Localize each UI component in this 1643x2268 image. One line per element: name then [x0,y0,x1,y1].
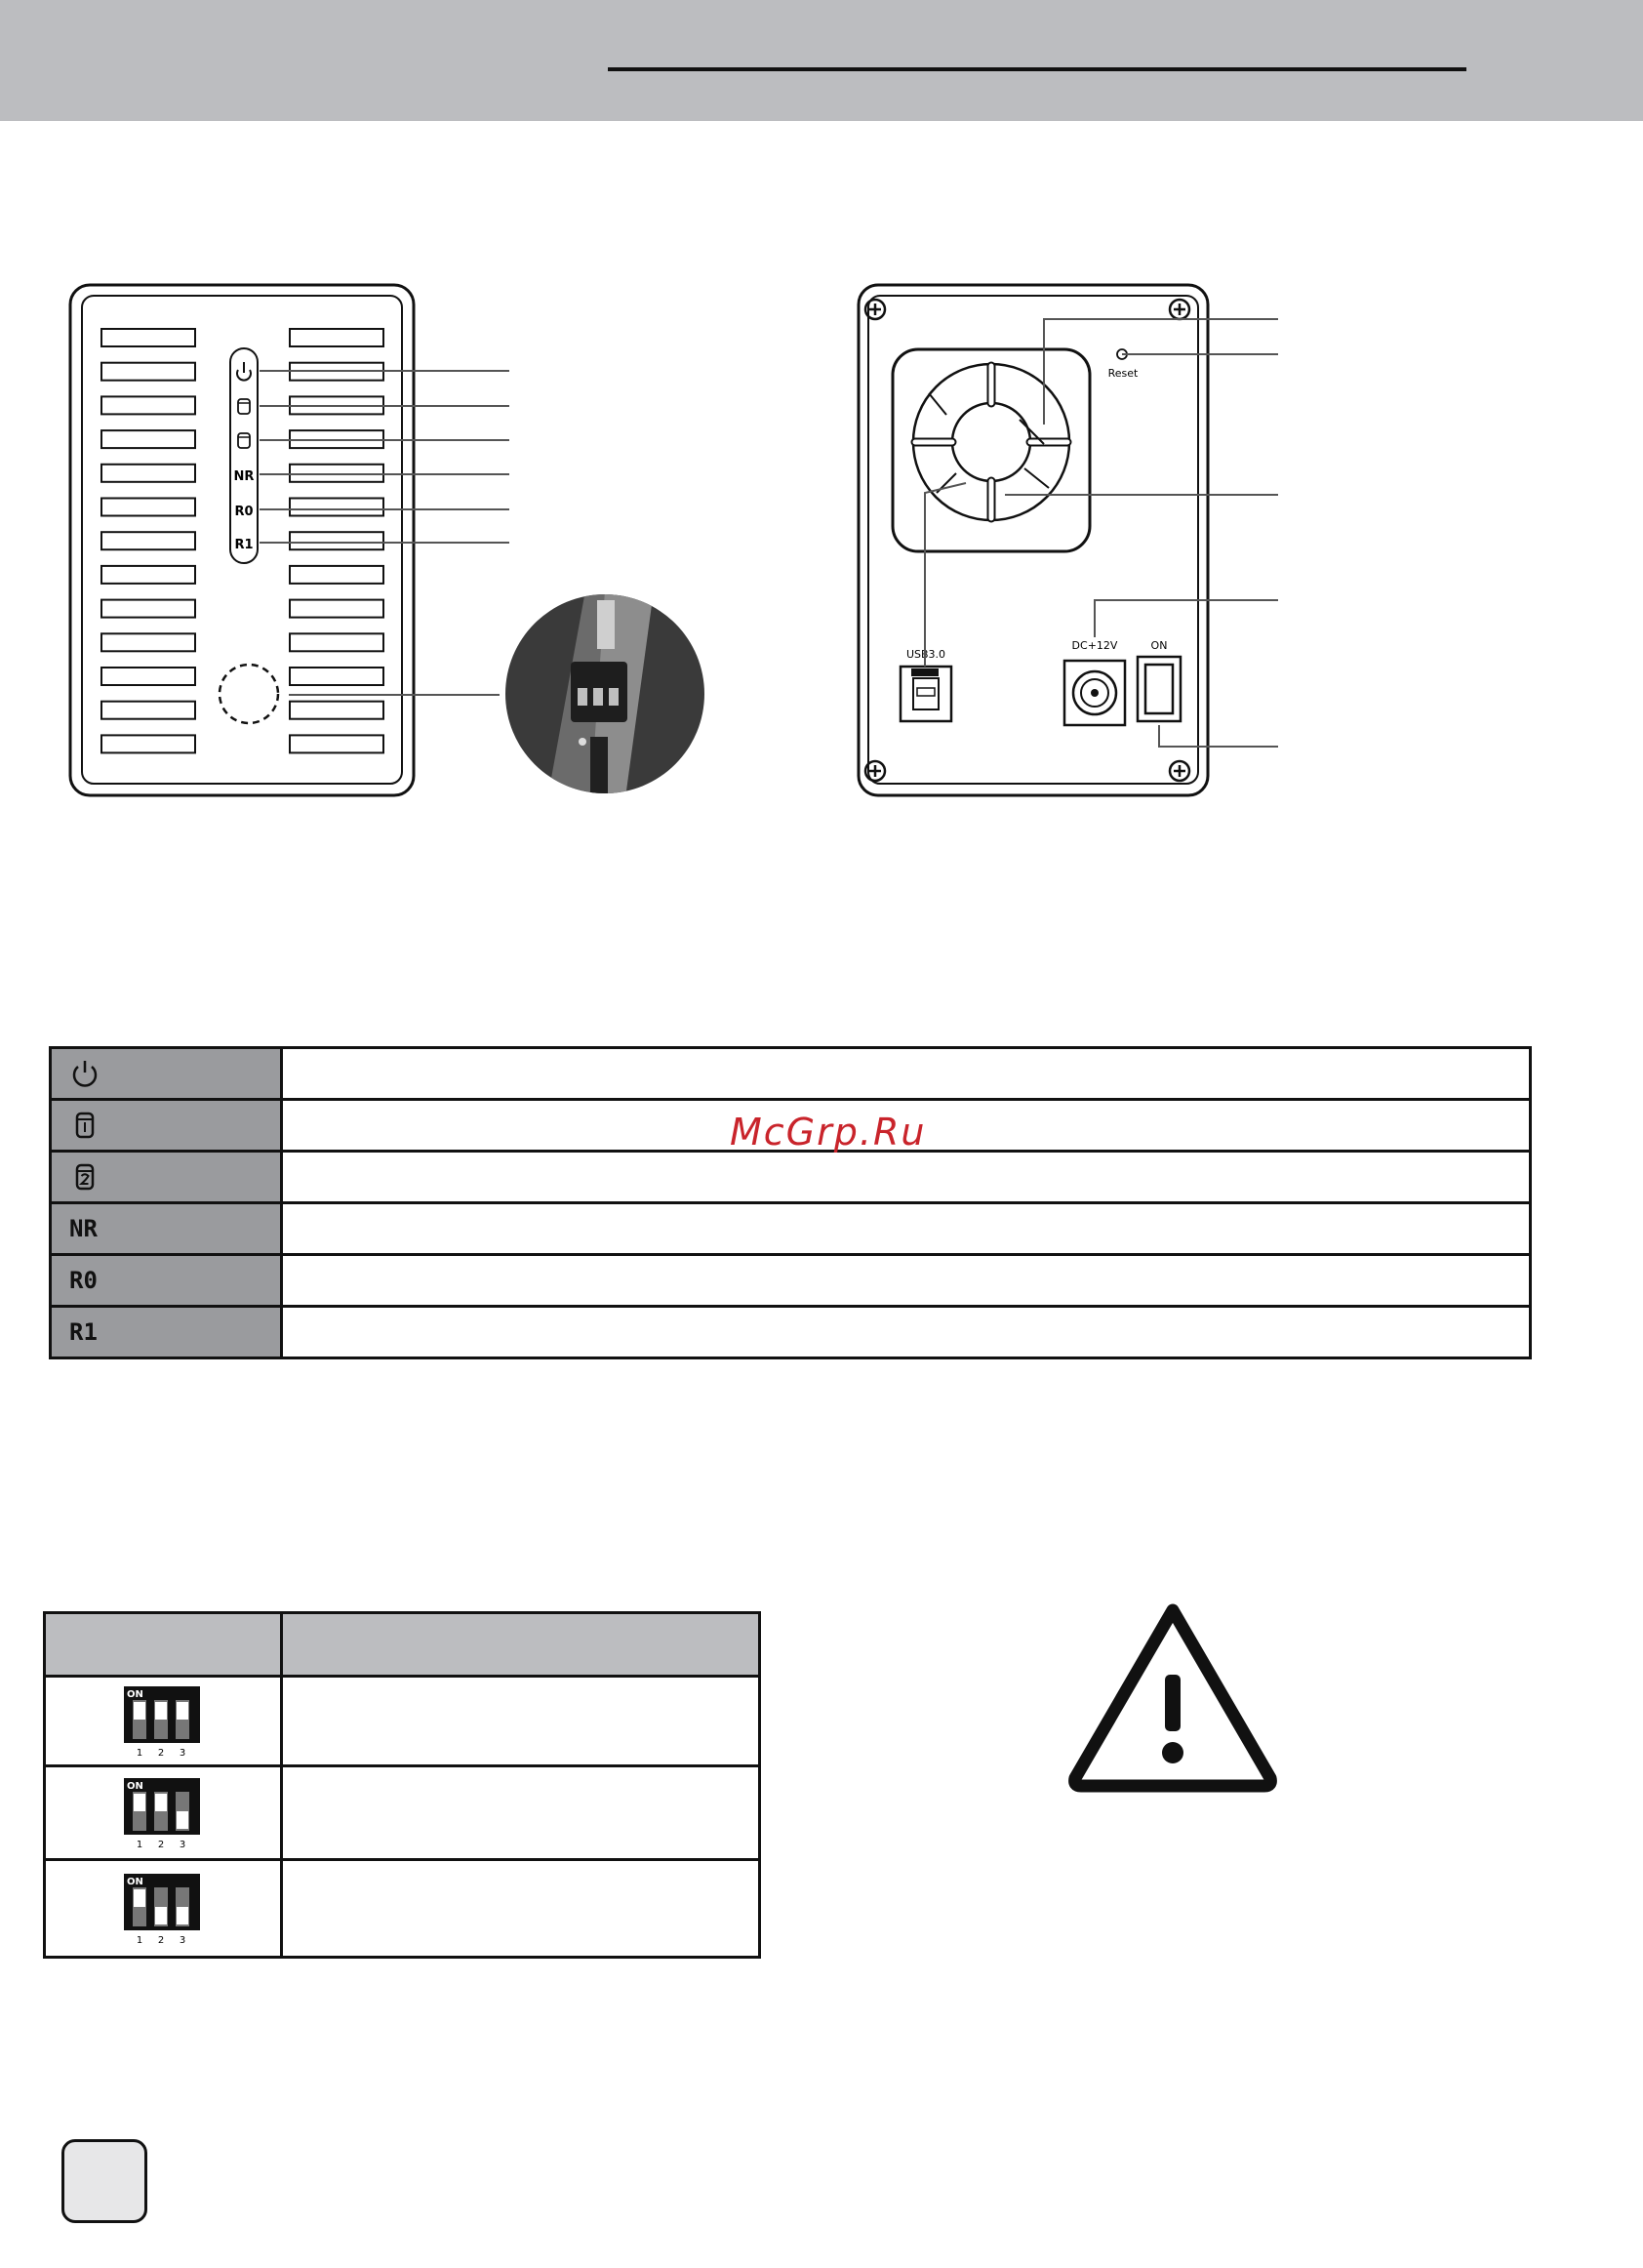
dip-knob-on [155,1702,167,1720]
on-label: ON [1150,639,1168,652]
dip-switch-closeup-photo [505,590,704,805]
dip-knob-off [177,1907,188,1924]
table-row [45,1766,760,1860]
dc-label: DC+12V [1071,639,1118,652]
vent-slot [101,702,195,719]
dip-knob-on [177,1702,188,1720]
vent-slot [290,600,383,618]
dip-switch-table [43,1611,761,1959]
dip-switch-cell [45,1766,282,1860]
vent-slot [290,668,383,685]
vent-slot [101,600,195,618]
dip-switch-number: 3 [179,1747,186,1759]
dip-switch-cell [45,1860,282,1958]
dip-switch-graphic [119,1774,207,1852]
icon-cell [51,1048,282,1100]
dip-knob-on [134,1702,145,1720]
table-row [45,1677,760,1766]
description-cell [282,1766,760,1860]
disk-1-icon [69,1110,100,1141]
dip-knob-on [134,1889,145,1907]
dip-switch-number: 2 [157,1747,165,1759]
vent-slot [101,465,195,482]
table-row [51,1203,1531,1255]
vent-slot [101,396,195,414]
vent-slot [101,499,195,516]
vent-slot [101,329,195,346]
header-cell [282,1613,760,1677]
usb-label: USB3.0 [905,648,946,661]
dip-switch-number: 1 [136,1934,143,1946]
dip-switch-icon [46,1682,280,1761]
r1-label-cell: R1 [51,1307,282,1358]
table-row [51,1048,1531,1100]
front-view-diagram [59,278,722,805]
page-number-box [61,2139,147,2223]
dip-switch-number: 2 [157,1839,165,1850]
reset-label: Reset [1107,367,1139,380]
dip-switch-cell [45,1677,282,1766]
vent-slot [290,532,383,549]
dip-on-label: ON [127,1876,143,1887]
r0-label-cell: R0 [51,1255,282,1307]
table-row [51,1307,1531,1358]
dip-switch-number: 3 [179,1839,186,1850]
dip-switch-icon [46,1774,280,1852]
disk-2-icon [69,1161,100,1193]
description-cell [282,1677,760,1766]
dip-switch-number: 3 [179,1934,186,1946]
rear-view-diagram [849,278,1278,805]
nr-label-cell: NR [51,1203,282,1255]
power-icon [69,1058,100,1089]
dip-on-label: ON [127,1688,143,1700]
vent-slot [290,735,383,752]
description-cell [282,1152,1531,1203]
vent-slot [290,499,383,516]
watermark: McGrp.Ru [730,1111,927,1154]
table-header-row [45,1613,760,1677]
dip-switch-number: 1 [136,1839,143,1850]
dip-knob-on [155,1794,167,1811]
description-cell [282,1860,760,1958]
led-label-nr: NR [233,469,255,484]
dip-switch-number: 1 [136,1747,143,1759]
vent-slot [290,633,383,651]
description-cell [282,1255,1531,1307]
vent-slot [101,735,195,752]
led-label-r0: R0 [234,505,254,519]
dip-on-label: ON [127,1780,143,1792]
vent-slot [290,465,383,482]
dip-knob-off [155,1907,167,1924]
description-cell [282,1307,1531,1358]
header-band [0,0,1643,121]
dip-switch-icon [46,1870,280,1948]
dip-knob-off [177,1811,188,1829]
vent-slot [101,668,195,685]
dip-switch-graphic [119,1682,207,1761]
table-row [51,1152,1531,1203]
vent-slot [101,633,195,651]
description-cell [282,1048,1531,1100]
vent-slot [290,702,383,719]
dip-knob-on [134,1794,145,1811]
icon-cell [51,1100,282,1152]
dip-switch-graphic [119,1870,207,1948]
vent-slot [101,566,195,584]
table-row [51,1255,1531,1307]
icon-cell [51,1152,282,1203]
header-rule [608,67,1466,71]
dip-switch-number: 2 [157,1934,165,1946]
description-cell [282,1203,1531,1255]
vent-slot [101,363,195,381]
warning-triangle-icon [1063,1597,1282,1796]
header-cell [45,1613,282,1677]
vent-slot [101,430,195,448]
led-status-table [49,1046,1532,1359]
vent-slot [290,566,383,584]
vent-slot [101,532,195,549]
led-label-r1: R1 [234,538,254,552]
table-row [45,1860,760,1958]
vent-slot [290,329,383,346]
